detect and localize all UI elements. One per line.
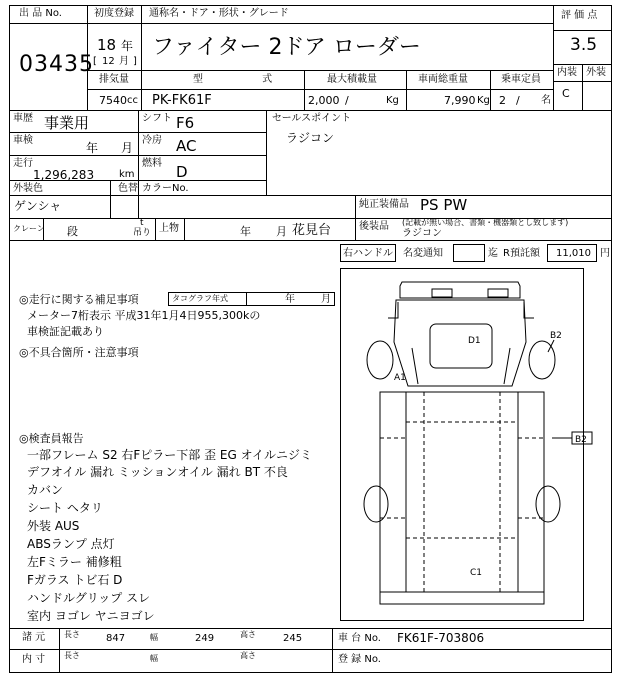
gross-weight-unit: Kg [477, 95, 490, 106]
length-label: 長さ [64, 630, 80, 639]
inspector-line: カバン [27, 483, 64, 497]
interior-dims-label: 内 寸 [22, 654, 46, 665]
equipment-value: PS PW [420, 196, 468, 214]
supplement-line: 車検証記載あり [27, 325, 104, 338]
supplement-line: メーター7桁表示 平成31年1月4日955,300kの [27, 309, 261, 322]
sales-points-label: セールスポイント [272, 113, 352, 124]
interior-grade-label: 内装 [557, 67, 577, 78]
registration-year: 18 [97, 36, 117, 54]
aircon-value: AC [176, 137, 197, 155]
registration-year-unit: 年 [121, 39, 134, 53]
inspector-line: ABSランプ 点灯 [27, 537, 115, 551]
displacement-unit: cc [127, 95, 138, 106]
fuel-value: D [176, 163, 188, 181]
aftermarket-label: 後装品 [359, 221, 389, 232]
registration-month-unit: 月 [119, 56, 129, 67]
crane-lift-label: 吊り [133, 228, 152, 238]
height-label: 高さ [240, 630, 256, 639]
inspector-line: Fガラス トビ石 D [27, 573, 123, 587]
inspection-month-unit: 月 [121, 141, 134, 155]
fuel-label: 燃料 [142, 158, 162, 169]
registration-label: 初度登録 [94, 8, 134, 19]
max-load-unit: Kg [386, 95, 399, 106]
capacity-value: 2 [499, 94, 506, 107]
supplement-title: ◎走行に関する補足事項 [19, 293, 139, 306]
width-value: 249 [195, 633, 215, 644]
aftermarket-value: ラジコン [402, 228, 442, 239]
type-value: PK-FK61F [152, 93, 212, 108]
gross-weight-label: 車両総重量 [418, 74, 468, 85]
recycle-unit: 円 [600, 248, 610, 259]
lot-label: 出 品 No. [19, 8, 62, 19]
inspector-title: ◎検査員報告 [19, 432, 84, 445]
interior-height-label: 高さ [240, 651, 256, 660]
gross-weight-value: 7,990 [444, 94, 476, 107]
max-load-label: 最大積載量 [327, 74, 377, 85]
mark-b2: B2 [550, 331, 562, 341]
inspector-line: 左Fミラー 補修粗 [27, 555, 122, 569]
tacho-year-unit: 年 [285, 294, 295, 305]
equipment-label: 純正装備品 [359, 199, 409, 210]
rack-value: 花見台 [292, 223, 332, 238]
grade-value: 3.5 [570, 35, 598, 55]
rack-month-unit: 月 [276, 225, 287, 238]
aftermarket-note: (記載が無い場合、書類・機器類とし致します) [402, 218, 569, 227]
history-value: 事業用 [44, 114, 90, 132]
history-label: 車歴 [13, 113, 33, 124]
color-label: 外装色 [13, 183, 43, 194]
width-label: 幅 [150, 633, 158, 642]
registration-month: 12 [102, 56, 115, 67]
recycle-label: R預託額 [503, 248, 540, 259]
inspector-line: シート ヘタリ [27, 501, 103, 515]
mileage-value: 1,296,283 [33, 168, 95, 182]
tacho-label: タコグラフ年式 [172, 294, 228, 303]
crane-stage-label: 段 [67, 225, 78, 238]
height-value: 245 [283, 633, 303, 644]
mark-c1: C1 [470, 568, 483, 578]
inspector-line: 外装 AUS [27, 519, 80, 533]
type-label: 型 式 [193, 74, 301, 85]
capacity-unit: 名 [541, 95, 551, 106]
recycle-value: 11,010 [556, 248, 591, 259]
mark-a1: A1 [394, 373, 406, 383]
truck-diagram [340, 268, 587, 620]
rack-label: 上物 [159, 223, 179, 234]
auction-sheet: 出 品 No. 03435 初度登録 18 年 [ 12 月 ] 通称名・ドア・形状・グレード ファイター 2ドア ローダー 評 価 点 3.5 内装 外装 C 排気量 7540 cc 型 式 PK-FK61F 最大積載量 2,000 / Kg 車両総重量 7,990 Kg 乗車定員 2 / 名 車歴 事業用 シフト F6 車検 年 月 冷房 AC 走行 1,296,283 km 燃料 D 外装色 ゲンシャ 色替 カラーNo. セールスポイント ラジコン 純正装備品 PS PW 後装品 (記載が無い場合、書類・機器類とし致します) ラジコン クレーン 段 t 吊り 上物 年 月 花見台 右ハンドル 名変通知 迄 R預託額 11,010 円 ◎走行に関する補足事項 タコグラフ年式 年 月 メーター7桁表示 平成31年1月4日955,300kの 車検証記載あり ◎不具合箇所・注意事項 ◎検査員報告 一部フレーム S2 右Fピラー下部 歪 EG オイルニジミ デフオイル 漏れ ミッションオイル 漏れ BT 不良 カバン シート ヘタリ 外装 AUS ABSランプ 点灯 左Fミラー 補修粗 Fガラス トビ石 D ハンドルグリップ スレ 室内 ヨゴレ ヤニヨゴレ D1 B2 A1 B2 C1 諸 元 長さ 847 幅 249 高さ 245 車 台 No. FK61F-703806 内 寸 長さ 幅 高さ 登 録 No. [0, 0, 640, 680]
shift-value: F6 [176, 114, 195, 132]
color-no-label: カラーNo. [142, 183, 189, 194]
dims-label: 諸 元 [22, 632, 46, 643]
grade-label: 評 価 点 [561, 10, 598, 21]
mileage-label: 走行 [13, 158, 33, 169]
handle-value: 右ハンドル [343, 248, 393, 259]
inspection-label: 車検 [13, 135, 33, 146]
mark-d1: D1 [468, 336, 481, 346]
registration-no-label: 登 録 No. [338, 654, 381, 665]
inspector-line: 室内 ヨゴレ ヤニヨゴレ [27, 609, 155, 623]
displacement-label: 排気量 [99, 74, 129, 85]
displacement-value: 7540 [99, 94, 127, 107]
mark-b2-box: B2 [575, 435, 587, 445]
inspector-line: ハンドルグリップ スレ [27, 591, 151, 605]
capacity-label: 乗車定員 [501, 74, 541, 85]
color-code-label: 色替 [118, 183, 138, 194]
defects-title: ◎不具合箇所・注意事項 [19, 346, 139, 359]
inspector-line: 一部フレーム S2 右Fピラー下部 歪 EG オイルニジミ [27, 448, 313, 462]
chassis-value: FK61F-703806 [397, 631, 485, 645]
lot-number: 03435 [19, 52, 94, 77]
inspection-year-unit: 年 [86, 141, 99, 155]
inspector-line: デフオイル 漏れ ミッションオイル 漏れ BT 不良 [27, 465, 288, 479]
exterior-grade-label: 外装 [586, 67, 606, 78]
model-name: ファイター 2ドア ローダー [152, 35, 421, 60]
interior-grade-value: C [562, 87, 570, 100]
sales-points-value: ラジコン [286, 131, 335, 145]
crane-t-label: t [140, 218, 144, 228]
max-load-value: 2,000 [308, 94, 340, 107]
model-label: 通称名・ドア・形状・グレード [149, 8, 289, 19]
interior-length-label: 長さ [64, 651, 80, 660]
interior-width-label: 幅 [150, 654, 158, 663]
mileage-unit: km [119, 169, 135, 180]
crane-label: クレーン [13, 224, 45, 233]
doc-label: 迄 [488, 248, 498, 259]
rename-notice-label: 名変通知 [403, 248, 443, 259]
color-value: ゲンシャ [14, 199, 62, 213]
tacho-month-unit: 月 [321, 294, 331, 305]
shift-label: シフト [142, 113, 172, 124]
length-value: 847 [106, 633, 126, 644]
rack-year-unit: 年 [240, 225, 251, 238]
aircon-label: 冷房 [142, 135, 162, 146]
chassis-label: 車 台 No. [338, 633, 381, 644]
